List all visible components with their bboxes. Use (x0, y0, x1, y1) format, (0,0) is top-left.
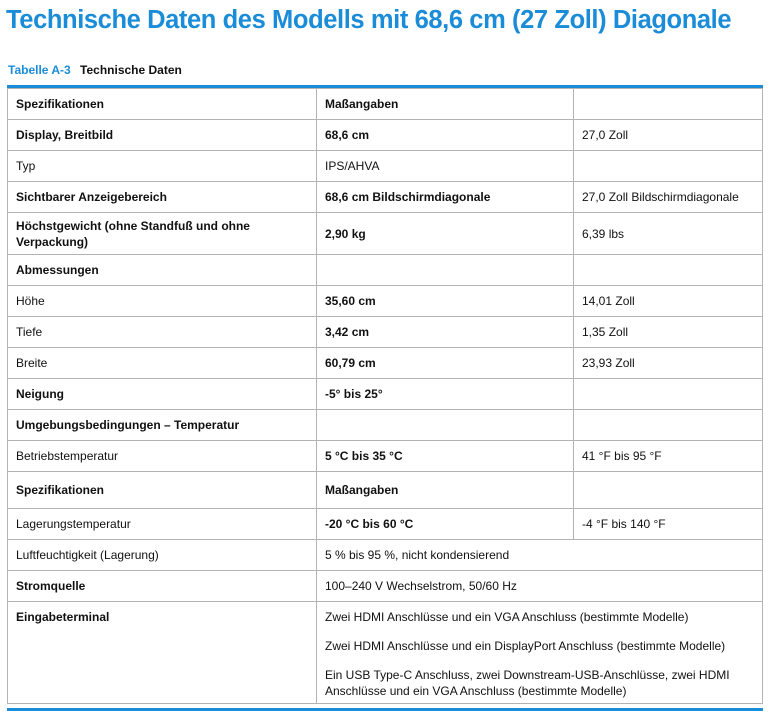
row-label: Breite (8, 348, 317, 379)
row-metric: IPS/AHVA (317, 151, 574, 182)
table-row (8, 317, 763, 348)
row-metric: -20 °C bis 60 °C (317, 509, 574, 540)
row-imperial (574, 151, 763, 182)
row-metric (317, 255, 574, 286)
row-imperial: 6,39 lbs (574, 213, 763, 255)
terminal-option: Zwei HDMI Anschlüsse und ein VGA Anschluss (bestimmte Modelle) (325, 610, 689, 624)
row-metric: 2,90 kg (317, 213, 574, 255)
spec-table (7, 88, 763, 704)
row-imperial (574, 472, 763, 509)
row-metric: Maßangaben (317, 472, 574, 509)
row-imperial (574, 379, 763, 410)
row-metric: 3,42 cm (317, 317, 574, 348)
row-imperial (574, 89, 763, 120)
row-label: Spezifikationen (8, 472, 317, 509)
row-label: Luftfeuchtigkeit (Lagerung) (8, 540, 317, 571)
table-row (8, 213, 763, 255)
row-metric: 60,79 cm (317, 348, 574, 379)
spec-table-body (8, 89, 763, 704)
row-imperial: 23,93 Zoll (574, 348, 763, 379)
row-metric: 35,60 cm (317, 286, 574, 317)
row-metric: 68,6 cm Bildschirmdiagonale (317, 182, 574, 213)
table-caption (8, 63, 182, 77)
row-label: Display, Breitbild (8, 120, 317, 151)
terminal-option: Ein USB Type-C Anschluss, zwei Downstream-USB-Anschlüsse, zwei HDMI Anschlüsse und ein VGA Anschluss (bestimmte Modelle) (325, 668, 730, 698)
table-row (8, 151, 763, 182)
row-label: Betriebstemperatur (8, 441, 317, 472)
row-label: Lagerungstemperatur (8, 509, 317, 540)
table-row (8, 472, 763, 509)
terminal-option: Zwei HDMI Anschlüsse und ein DisplayPort Anschluss (bestimmte Modelle) (325, 639, 726, 653)
table-row (8, 410, 763, 441)
table-row (8, 255, 763, 286)
terminal-options (317, 602, 763, 704)
table-row (8, 540, 763, 571)
table-row (8, 286, 763, 317)
table-caption-number: Tabelle A-3 (8, 63, 71, 77)
row-metric: 100–240 V Wechselstrom, 50/60 Hz (317, 571, 763, 602)
row-label: Höchstgewicht (ohne Standfuß und ohne Verpackung) (8, 213, 317, 255)
row-label: Umgebungsbedingungen – Temperatur (8, 410, 317, 441)
row-label: Abmessungen (8, 255, 317, 286)
row-metric: -5° bis 25° (317, 379, 574, 410)
table-row (8, 182, 763, 213)
table-caption-text: Technische Daten (80, 63, 182, 77)
table-row (8, 441, 763, 472)
table-row-terminal (8, 602, 763, 704)
row-imperial: 27,0 Zoll Bildschirmdiagonale (574, 182, 763, 213)
spec-table-wrapper (7, 85, 763, 704)
row-label: Sichtbarer Anzeigebereich (8, 182, 317, 213)
row-imperial: 1,35 Zoll (574, 317, 763, 348)
row-label: Tiefe (8, 317, 317, 348)
row-imperial: 27,0 Zoll (574, 120, 763, 151)
row-label: Stromquelle (8, 571, 317, 602)
row-metric: 68,6 cm (317, 120, 574, 151)
terminal-label: Eingabeterminal (8, 602, 317, 704)
row-label: Typ (8, 151, 317, 182)
row-imperial (574, 410, 763, 441)
row-imperial (574, 255, 763, 286)
row-metric: 5 % bis 95 %, nicht kondensierend (317, 540, 763, 571)
row-imperial: 41 °F bis 95 °F (574, 441, 763, 472)
table-row (8, 120, 763, 151)
table-row (8, 348, 763, 379)
row-imperial: 14,01 Zoll (574, 286, 763, 317)
table-row (8, 571, 763, 602)
table-row (8, 379, 763, 410)
table-bottom-rule (7, 708, 763, 711)
row-label: Höhe (8, 286, 317, 317)
page-title: Technische Daten des Modells mit 68,6 cm (27 Zoll) Diagonale (6, 6, 732, 34)
row-metric (317, 410, 574, 441)
table-row (8, 509, 763, 540)
row-label: Neigung (8, 379, 317, 410)
row-metric: 5 °C bis 35 °C (317, 441, 574, 472)
table-row (8, 89, 763, 120)
row-metric: Maßangaben (317, 89, 574, 120)
row-imperial: -4 °F bis 140 °F (574, 509, 763, 540)
row-label: Spezifikationen (8, 89, 317, 120)
